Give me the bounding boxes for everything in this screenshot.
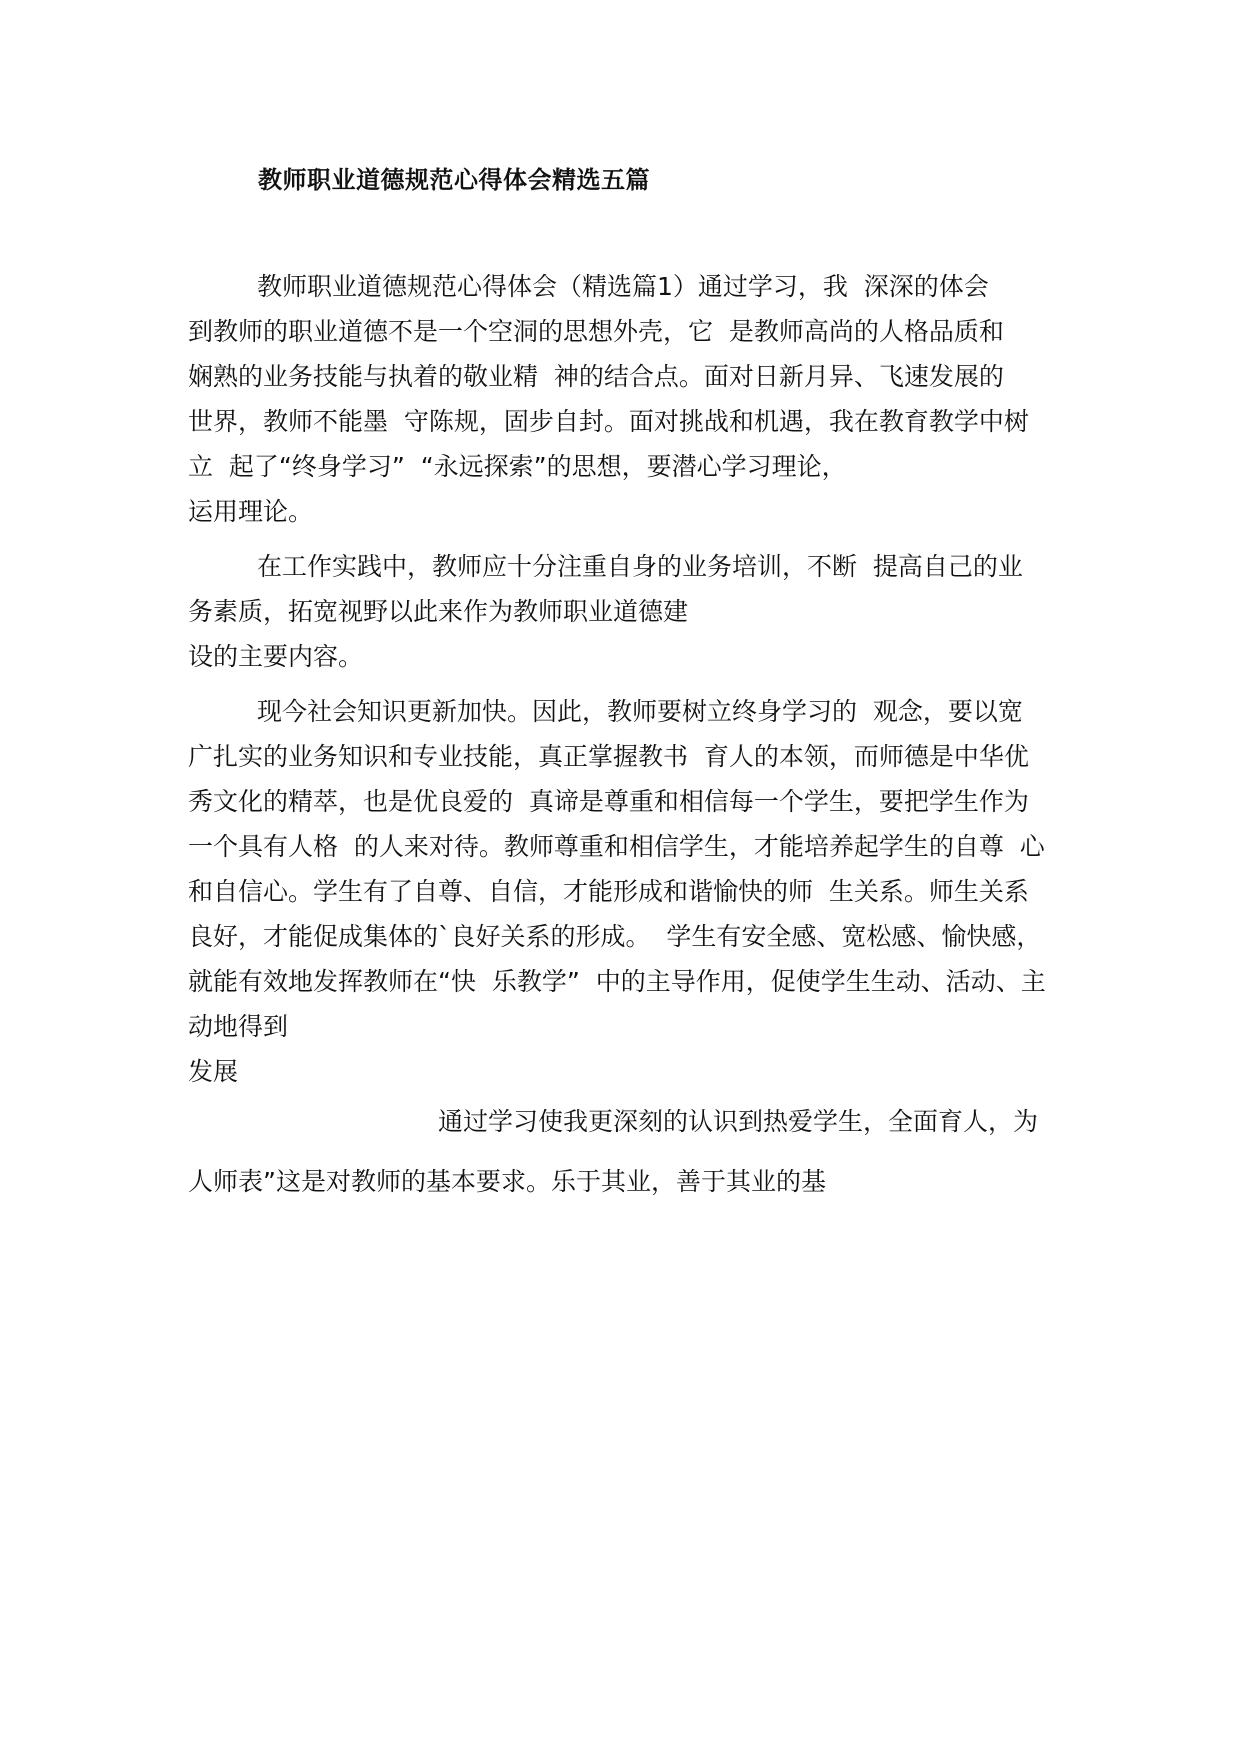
paragraph-1-line-1: 教师职业道德规范心得体会（精选篇1）通过学习，我 深深的体会	[257, 272, 989, 301]
paragraph-4-line-1: 通过学习使我更深刻的认识到热爱学生，全面育人，为	[438, 1107, 1039, 1136]
paragraph-3-line-9: 发展	[188, 1057, 239, 1086]
paragraph-1-line-4: 世界，教师不能墨 守陈规，固步自封。面对挑战和机遇，我在教育教学中树	[188, 407, 1029, 436]
paragraph-3-line-6: 良好，才能促成集体的`良好关系的形成。 学生有安全感、宽松感、愉快感，	[188, 922, 1042, 951]
paragraph-1-line-2: 到教师的职业道德不是一个空洞的思想外壳，它 是教师高尚的人格品质和	[188, 317, 1004, 346]
paragraph-3-line-2: 广扎实的业务知识和专业技能，真正掌握教书 育人的本领，而师德是中华优	[188, 742, 1029, 771]
paragraph-1-line-5: 立 起了“终身学习” “永远探索”的思想，要潜心学习理论，	[188, 452, 847, 481]
paragraph-3-line-7: 就能有效地发挥教师在“快 乐教学” 中的主导作用，促使学生生动、活动、主	[188, 967, 1046, 996]
paragraph-1-line-6: 运用理论。	[188, 497, 314, 526]
paragraph-2-line-1: 在工作实践中，教师应十分注重自身的业务培训，不断 提高自己的业	[257, 552, 1023, 581]
paragraph-1-line-3: 娴熟的业务技能与执着的敬业精 神的结合点。面对日新月异、飞速发展的	[188, 362, 1004, 391]
paragraph-3-line-1: 现今社会知识更新加快。因此，教师要树立终身学习的 观念，要以宽	[257, 697, 1023, 726]
paragraph-3-line-3: 秀文化的精萃，也是优良爱的 真谛是尊重和相信每一个学生，要把学生作为	[188, 787, 1029, 816]
paragraph-3-line-5: 和自信心。学生有了自尊、自信，才能形成和谐愉快的师 生关系。师生关系	[188, 877, 1029, 906]
paragraph-4-line-2: 人师表”这是对教师的基本要求。乐于其业，善于其业的基	[188, 1167, 826, 1196]
paragraph-2-line-3: 设的主要内容。	[188, 642, 364, 671]
document-title: 教师职业道德规范心得体会精选五篇	[258, 166, 650, 194]
paragraph-2-line-2: 务素质，拓宽视野以此来作为教师职业道德建	[188, 597, 689, 626]
paragraph-3-line-4: 一个具有人格 的人来对待。教师尊重和相信学生，才能培养起学生的自尊 心	[188, 832, 1045, 861]
paragraph-3-line-8: 动地得到	[188, 1012, 289, 1041]
